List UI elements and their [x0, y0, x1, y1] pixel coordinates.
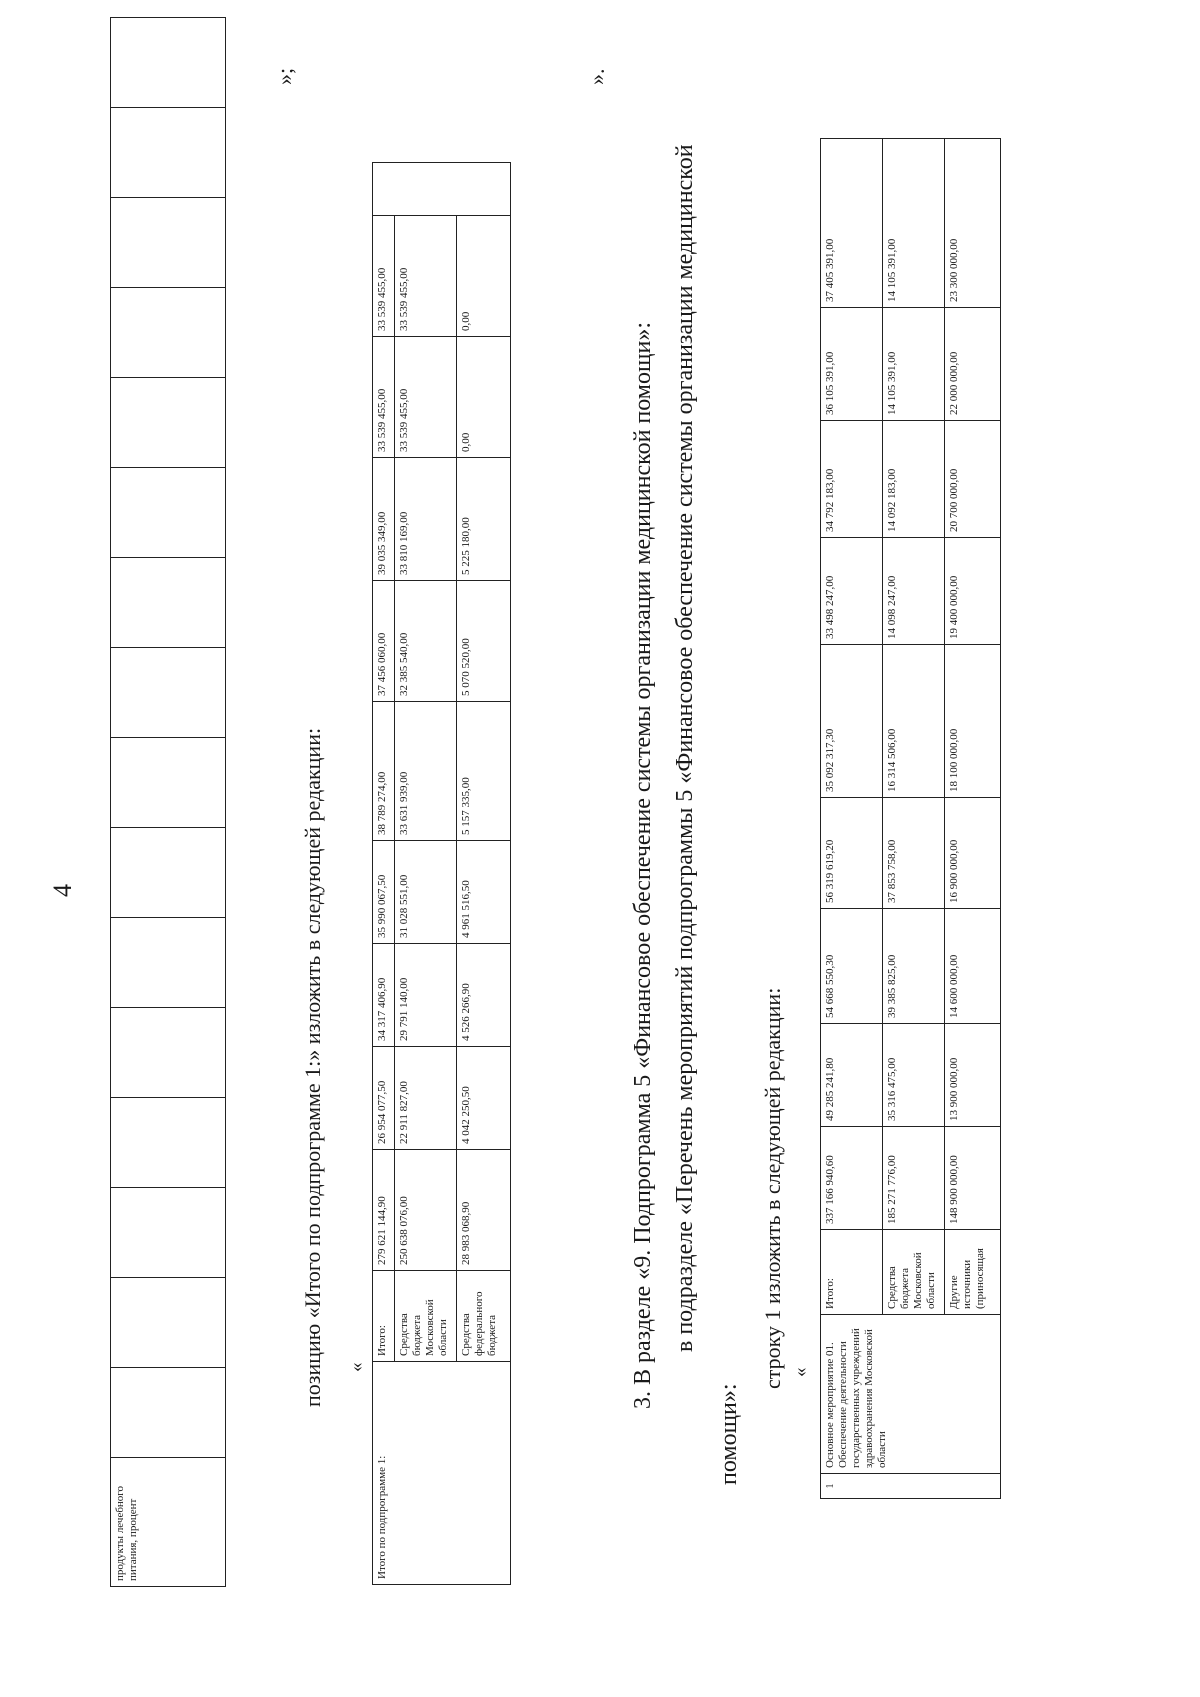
- value-cell: 37 456 060,00: [373, 581, 395, 702]
- value-cell: 37 405 391,00: [821, 139, 883, 308]
- value-cell: 19 400 000,00: [945, 538, 1001, 645]
- value-cell: 279 621 144,90: [373, 1150, 395, 1271]
- opening-quote: «: [790, 1367, 811, 1377]
- row-label: Итого по подпрограмме 1:: [373, 1362, 511, 1585]
- top-table-cell: [111, 1278, 226, 1368]
- value-cell: 49 285 241,80: [821, 1024, 883, 1127]
- top-table-cell: [111, 1098, 226, 1188]
- value-cell: 33 539 455,00: [395, 216, 457, 337]
- value-cell: 33 539 455,00: [373, 337, 395, 458]
- top-table-cell: [111, 918, 226, 1008]
- source-cell: Средства федерального бюджета: [457, 1271, 511, 1362]
- measure-table: [820, 138, 1001, 1499]
- top-table-cell: [111, 828, 226, 918]
- source-cell: Итого:: [373, 1271, 395, 1362]
- value-cell: 26 954 077,50: [373, 1047, 395, 1150]
- value-cell: 14 600 000,00: [945, 909, 1001, 1024]
- value-cell: 36 105 391,00: [821, 308, 883, 421]
- value-cell: 16 314 506,00: [883, 645, 945, 798]
- value-cell: 14 098 247,00: [883, 538, 945, 645]
- value-cell: 33 539 455,00: [373, 216, 395, 337]
- value-cell: 54 668 550,30: [821, 909, 883, 1024]
- value-cell: 33 498 247,00: [821, 538, 883, 645]
- value-cell: 29 791 140,00: [395, 944, 457, 1047]
- value-cell: 4 526 266,90: [457, 944, 511, 1047]
- value-cell: 32 385 540,00: [395, 581, 457, 702]
- value-cell: 337 166 940,60: [821, 1127, 883, 1230]
- value-cell: 39 385 825,00: [883, 909, 945, 1024]
- page-number: 4: [48, 884, 77, 897]
- top-table-label: продукты лечебного питания, процент: [111, 1458, 226, 1587]
- subsection-line: помощи»:: [716, 1383, 742, 1485]
- value-cell: 34 317 406,90: [373, 944, 395, 1047]
- top-table-cell: [111, 738, 226, 828]
- top-table-cell: [111, 198, 226, 288]
- value-cell: 56 319 619,20: [821, 798, 883, 909]
- value-cell: 20 700 000,00: [945, 421, 1001, 538]
- empty-cell: [373, 163, 511, 216]
- value-cell: 34 792 183,00: [821, 421, 883, 538]
- value-cell: 4 042 250,50: [457, 1047, 511, 1150]
- closing-quote: »;: [272, 67, 297, 85]
- value-cell: 39 035 349,00: [373, 458, 395, 581]
- value-cell: 35 092 317,30: [821, 645, 883, 798]
- value-cell: 5 225 180,00: [457, 458, 511, 581]
- value-cell: 33 810 169,00: [395, 458, 457, 581]
- source-cell: Средства бюджета Московской области: [395, 1271, 457, 1362]
- value-cell: 13 900 000,00: [945, 1024, 1001, 1127]
- row-instruction: строку 1 изложить в следующей редакции:: [760, 987, 785, 1389]
- source-cell: Итого:: [821, 1230, 883, 1315]
- measure-name: Основное мероприятие 01. Обеспечение деятельности государственных учреждений здравоохранения Московской области: [821, 1315, 1001, 1474]
- source-cell: Средства бюджета Московской области: [883, 1230, 945, 1315]
- top-table-cell: [111, 648, 226, 738]
- top-table: [110, 17, 226, 1587]
- value-cell: 5 157 335,00: [457, 702, 511, 841]
- value-cell: 37 853 758,00: [883, 798, 945, 909]
- value-cell: 14 105 391,00: [883, 139, 945, 308]
- top-table-cell: [111, 1188, 226, 1278]
- source-cell: Другие источники (приносящая: [945, 1230, 1001, 1315]
- value-cell: 33 631 939,00: [395, 702, 457, 841]
- value-cell: 16 900 000,00: [945, 798, 1001, 909]
- row-number: 1: [821, 1474, 1001, 1499]
- value-cell: 38 789 274,00: [373, 702, 395, 841]
- value-cell: 14 092 183,00: [883, 421, 945, 538]
- top-table-cell: [111, 108, 226, 198]
- value-cell: 35 316 475,00: [883, 1024, 945, 1127]
- value-cell: 5 070 520,00: [457, 581, 511, 702]
- section-heading: 3. В разделе «9. Подпрограмма 5 «Финансовое обеспечение системы организации медицинской помощи»:: [630, 322, 656, 1409]
- top-table-cell: [111, 288, 226, 378]
- value-cell: 14 105 391,00: [883, 308, 945, 421]
- value-cell: 0,00: [457, 216, 511, 337]
- value-cell: 23 300 000,00: [945, 139, 1001, 308]
- top-table-cell: [111, 1008, 226, 1098]
- value-cell: 22 911 827,00: [395, 1047, 457, 1150]
- subsection-line: в подразделе «Перечень мероприятий подпрограммы 5 «Финансовое обеспечение системы организации медицинской: [672, 144, 698, 1352]
- top-table-cell: [111, 558, 226, 648]
- value-cell: 148 900 000,00: [945, 1127, 1001, 1230]
- value-cell: 28 983 068,90: [457, 1150, 511, 1271]
- value-cell: 35 990 067,50: [373, 841, 395, 944]
- top-table-cell: [111, 378, 226, 468]
- closing-quote: ».: [584, 68, 609, 85]
- top-table-cell: [111, 468, 226, 558]
- value-cell: 22 000 000,00: [945, 308, 1001, 421]
- subprogram-totals-table: [372, 162, 511, 1585]
- opening-quote: «: [346, 1362, 367, 1372]
- value-cell: 185 271 776,00: [883, 1127, 945, 1230]
- value-cell: 0,00: [457, 337, 511, 458]
- top-table-cell: [111, 1368, 226, 1458]
- value-cell: 31 028 551,00: [395, 841, 457, 944]
- value-cell: 250 638 076,00: [395, 1150, 457, 1271]
- top-table-cell: [111, 18, 226, 108]
- value-cell: 4 961 516,50: [457, 841, 511, 944]
- instruction-position: позицию «Итого по подпрограмме 1:» изложить в следующей редакции:: [300, 727, 325, 1407]
- value-cell: 33 539 455,00: [395, 337, 457, 458]
- value-cell: 18 100 000,00: [945, 645, 1001, 798]
